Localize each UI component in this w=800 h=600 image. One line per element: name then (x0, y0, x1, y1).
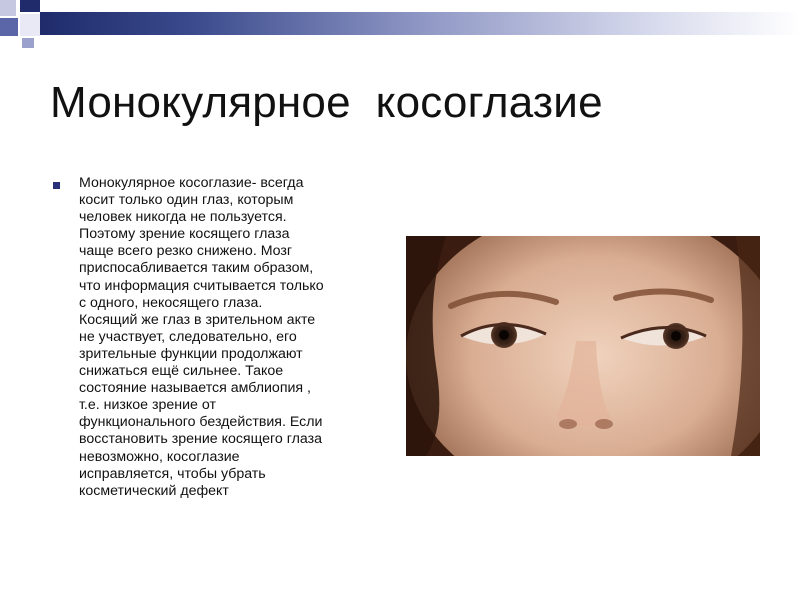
body-line: исправляется, чтобы убрать (79, 465, 266, 482)
body-line: косметический дефект (79, 482, 229, 499)
body-line: не участвует, следовательно, его (79, 328, 297, 345)
body-line: состояние называется амблиопия , (79, 380, 311, 397)
decor-square (0, 18, 18, 36)
body-line: невозможно, косоглазие (79, 448, 240, 465)
body-line: что информация считывается только (79, 277, 324, 294)
body-line: Косящий же глаз в зрительном акте (79, 311, 316, 328)
body-line: с одного, некосящего глаза. (79, 294, 263, 311)
header-gradient-bar (40, 12, 800, 35)
body-line: зрительные функции продолжают (79, 345, 303, 362)
face-photo-image (406, 236, 760, 456)
body-line: чаще всего резко снижено. Мозг (79, 243, 293, 260)
body-line: восстановить зрение косящего глаза (79, 431, 322, 448)
body-line: снижаться ещё сильнее. Такое (79, 363, 284, 380)
decor-square (22, 38, 34, 48)
body-line: т.е. низкое зрение от (79, 397, 216, 414)
body-line: Монокулярное косоглазие- всегда (79, 175, 304, 191)
body-line: человек никогда не пользуется. (79, 209, 287, 226)
face-photo (406, 236, 760, 456)
square-bullet-icon (53, 182, 60, 189)
body-line: приспосабливается таким образом, (79, 260, 314, 277)
body-line: Поэтому зрение косящего глаза (79, 226, 290, 243)
decor-square (20, 0, 40, 12)
body-paragraph (79, 175, 391, 500)
body-line: косит только один глаз, которым (79, 192, 294, 209)
body-line: функционального бездействия. Если (79, 414, 323, 431)
slide-title: Монокулярное косоглазие (50, 78, 603, 127)
decor-square (20, 14, 40, 36)
decor-square (0, 0, 16, 16)
